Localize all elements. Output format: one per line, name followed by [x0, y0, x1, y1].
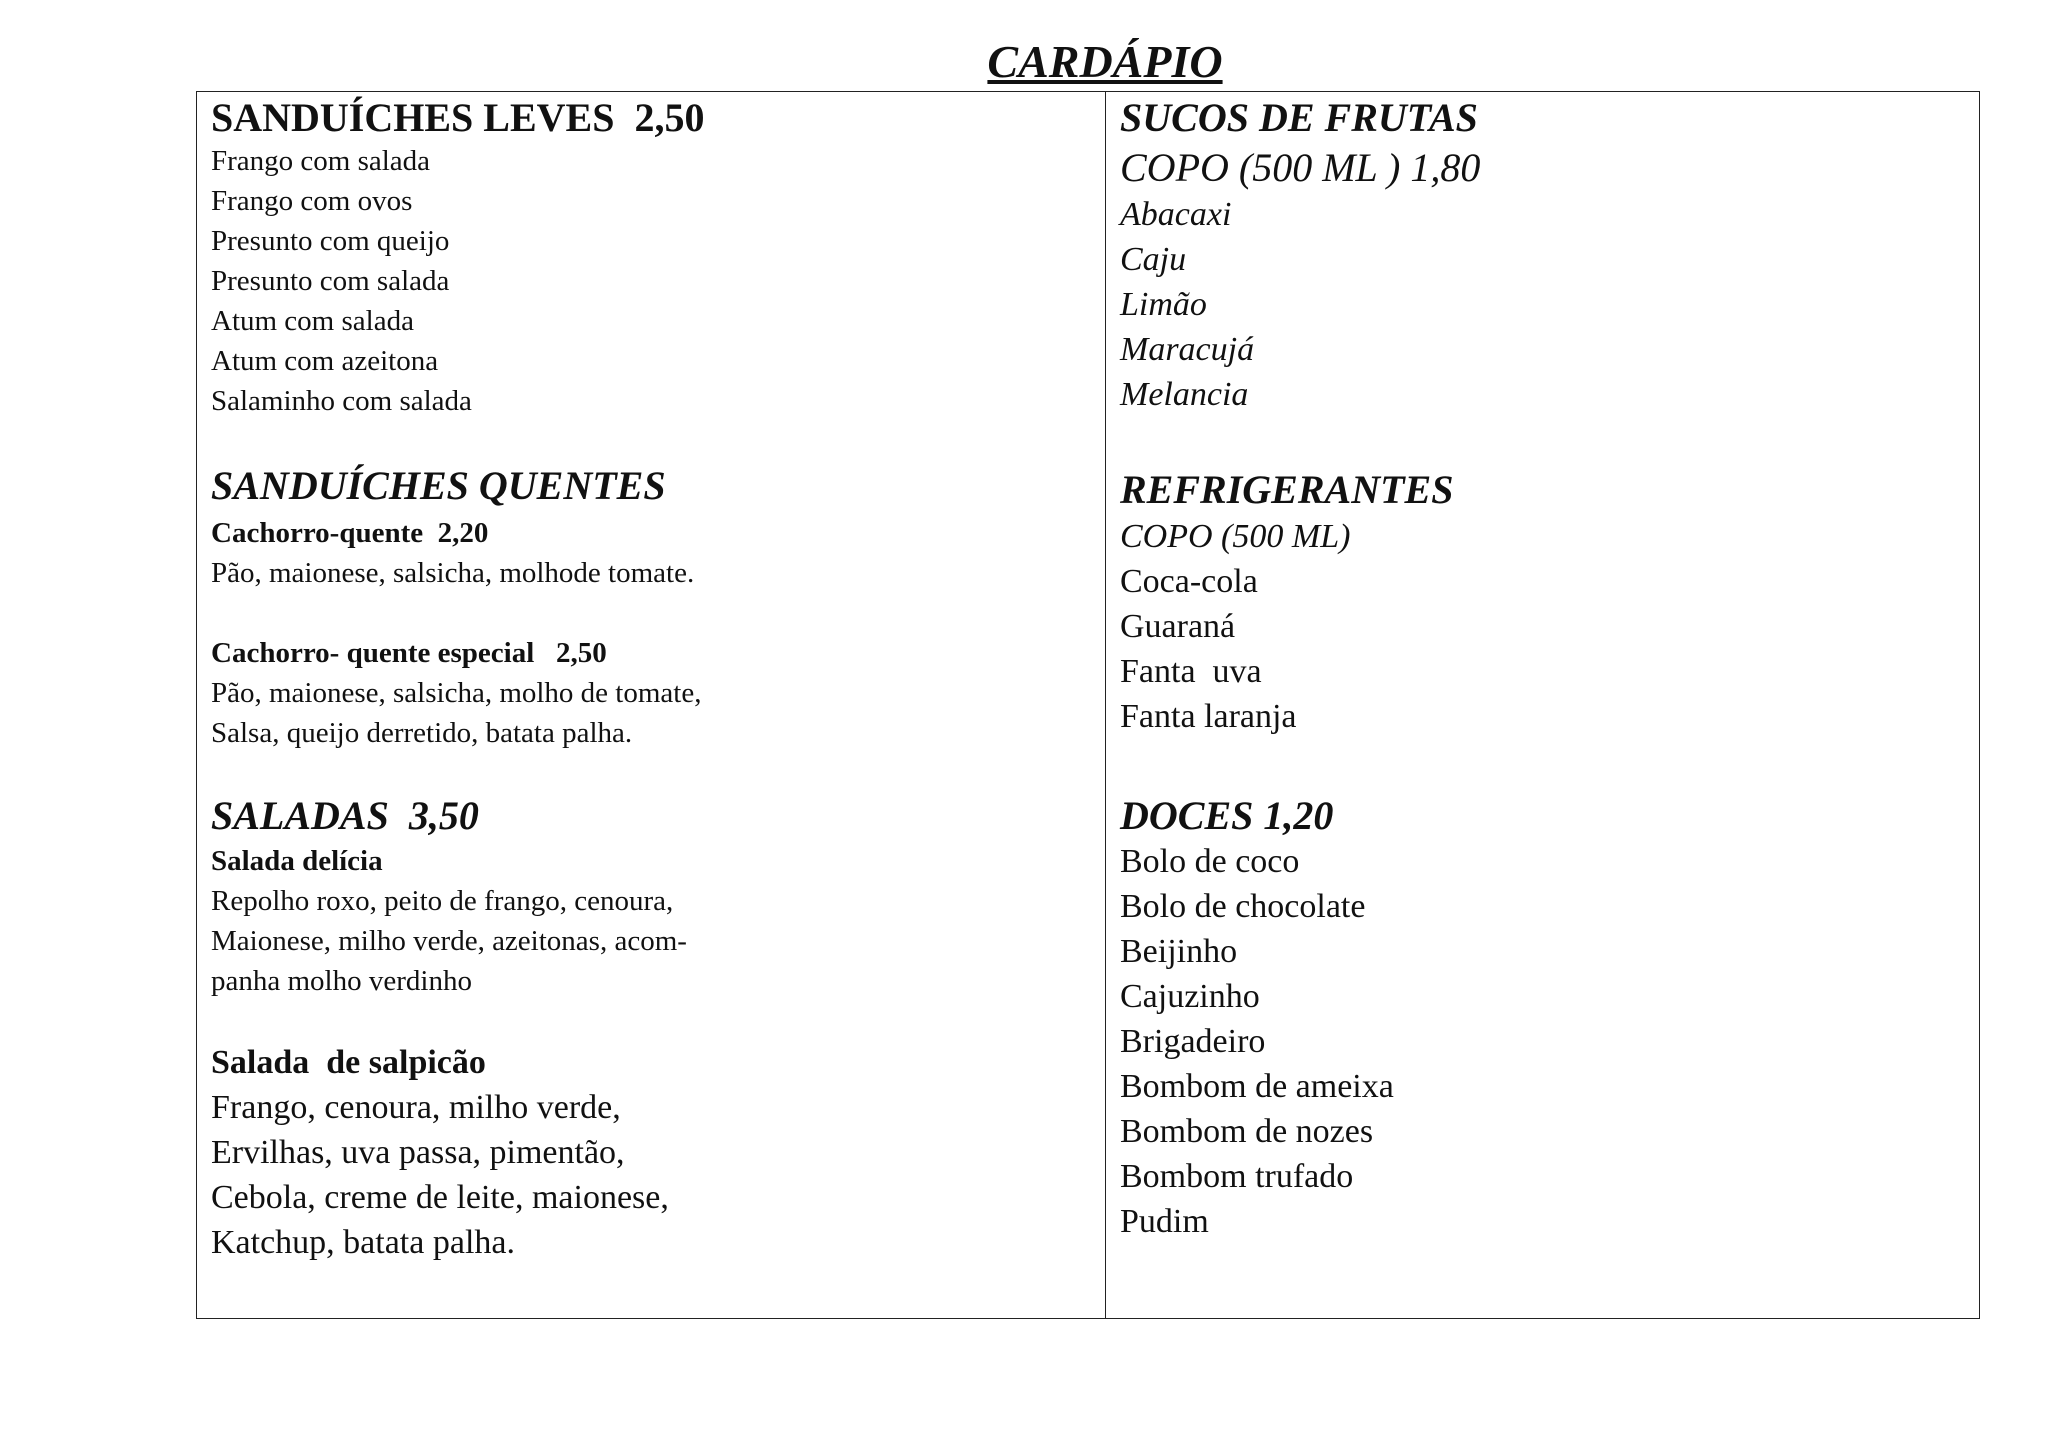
list-item: Bolo de chocolate — [1120, 888, 1366, 925]
section-heading-saladas: SALADAS 3,50 — [211, 793, 479, 838]
list-item: Frango com ovos — [211, 185, 413, 217]
menu-item-description: Salsa, queijo derretido, batata palha. — [211, 717, 633, 749]
menu-table — [196, 91, 1980, 1319]
section-heading-sanduiches-leves: SANDUÍCHES LEVES 2,50 — [211, 95, 705, 140]
list-item: Bolo de coco — [1120, 843, 1300, 880]
list-item: Pudim — [1120, 1203, 1209, 1240]
menu-item-description: Ervilhas, uva passa, pimentão, — [211, 1134, 625, 1171]
menu-item-name: Cachorro-quente 2,20 — [211, 517, 489, 549]
section-heading-doces: DOCES 1,20 — [1120, 793, 1334, 838]
column-divider — [1105, 92, 1106, 1318]
list-item: Caju — [1120, 241, 1187, 278]
list-item: Bombom de ameixa — [1120, 1068, 1394, 1105]
list-item: Fanta laranja — [1120, 698, 1297, 735]
menu-item-name: Salada delícia — [211, 845, 383, 877]
list-item: Fanta uva — [1120, 653, 1262, 690]
section-heading-sanduiches-quentes: SANDUÍCHES QUENTES — [211, 463, 666, 508]
list-item: Atum com azeitona — [211, 345, 439, 377]
list-item: Melancia — [1120, 376, 1249, 413]
menu-item-name: Cachorro- quente especial 2,50 — [211, 637, 607, 669]
menu-item-description: Pão, maionese, salsicha, molhode tomate. — [211, 557, 695, 589]
section-heading-refrigerantes: REFRIGERANTES — [1120, 467, 1454, 512]
list-item: Presunto com queijo — [211, 225, 450, 257]
list-item: Beijinho — [1120, 933, 1238, 970]
menu-item-description: Maionese, milho verde, azeitonas, acom- — [211, 925, 687, 957]
list-item: Atum com salada — [211, 305, 414, 337]
menu-item-description: panha molho verdinho — [211, 965, 472, 997]
section-subheading: COPO (500 ML ) 1,80 — [1120, 145, 1481, 190]
list-item: Bombom trufado — [1120, 1158, 1354, 1195]
list-item: Salaminho com salada — [211, 385, 472, 417]
list-item: Maracujá — [1120, 331, 1255, 368]
menu-item-description: Pão, maionese, salsicha, molho de tomate, — [211, 677, 702, 709]
list-item: Limão — [1120, 286, 1207, 323]
list-item: Guaraná — [1120, 608, 1236, 645]
menu-item-description: Cebola, creme de leite, maionese, — [211, 1179, 669, 1216]
list-item: Brigadeiro — [1120, 1023, 1266, 1060]
menu-item-description: Repolho roxo, peito de frango, cenoura, — [211, 885, 674, 917]
menu-title: CARDÁPIO — [987, 36, 1223, 87]
section-subheading: COPO (500 ML) — [1120, 518, 1351, 555]
list-item: Frango com salada — [211, 145, 431, 177]
list-item: Abacaxi — [1120, 196, 1232, 233]
list-item: Presunto com salada — [211, 265, 450, 297]
list-item: Cajuzinho — [1120, 978, 1260, 1015]
section-heading-sucos: SUCOS DE FRUTAS — [1120, 95, 1478, 140]
menu-item-description: Frango, cenoura, milho verde, — [211, 1089, 621, 1126]
list-item: Bombom de nozes — [1120, 1113, 1374, 1150]
menu-item-name: Salada de salpicão — [211, 1044, 486, 1081]
list-item: Coca-cola — [1120, 563, 1258, 600]
menu-item-description: Katchup, batata palha. — [211, 1224, 515, 1261]
